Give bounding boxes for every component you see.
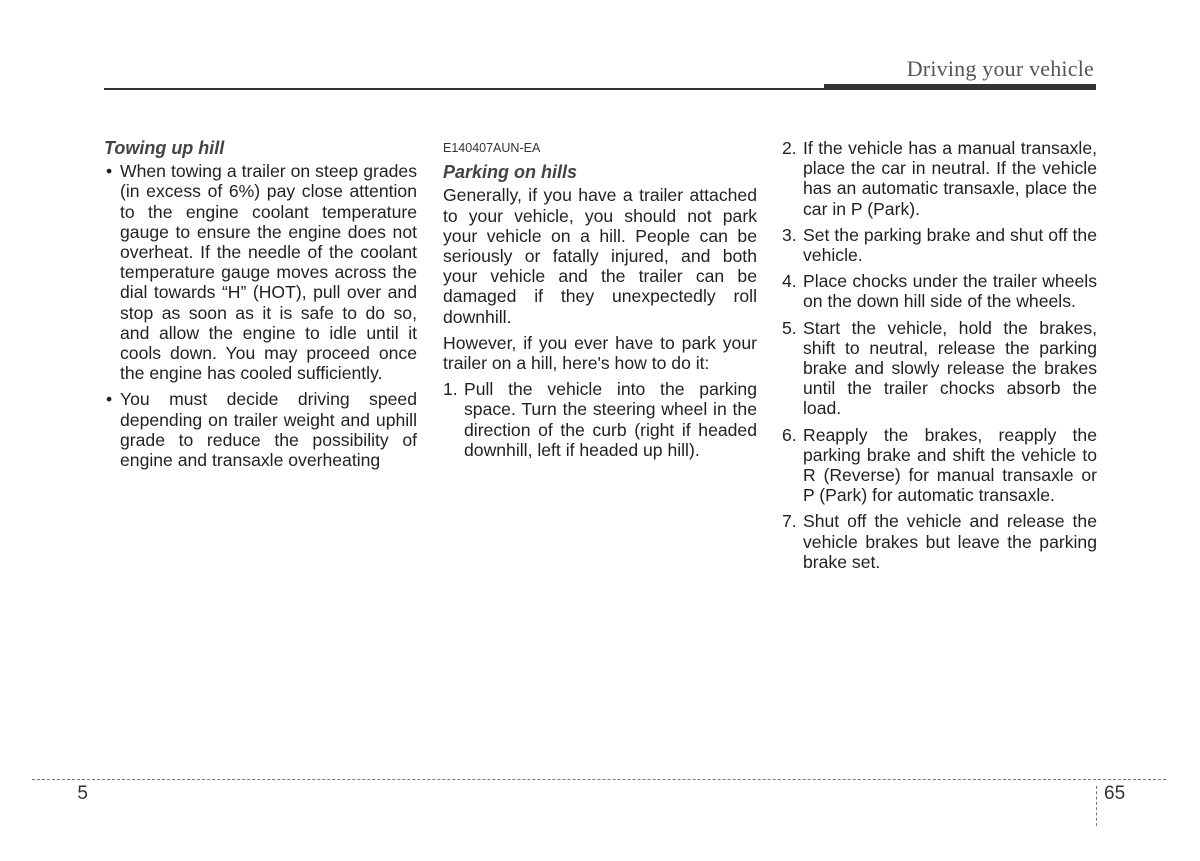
header-rule-accent — [824, 84, 1096, 90]
step-number: 7. — [782, 511, 797, 532]
chapter-number: 5 — [77, 783, 88, 804]
footer-rule — [32, 779, 1166, 780]
step-text: Start the vehicle, hold the brakes, shift to neutral, release the parking brake and slowly release the brakes until the trailer chocks absorb the load. — [803, 317, 1097, 419]
step-item — [782, 318, 1097, 419]
paragraph: Generally, if you have a trailer attached to your vehicle, you should not park your vehicle on a hill. People can be seriously or fatally injured, and both your vehicle and the trailer can be damaged if they unexpectedly roll downhill. — [443, 185, 757, 327]
column-middle — [443, 138, 757, 466]
step-text: Set the parking brake and shut off the vehicle. — [803, 224, 1097, 266]
section-code: E140407AUN-EA — [443, 141, 541, 155]
step-text: Pull the vehicle into the parking space. Turn the steering wheel in the direction of the curb (right if headed downhill, left if headed up hill). — [464, 379, 757, 460]
step-item — [782, 425, 1097, 506]
step-number: 4. — [782, 271, 797, 292]
bullet-text: When towing a trailer on steep grades (in excess of 6%) pay close attention to the engine coolant temperature gauge to ensure the engine does not overheat. If the needle of the coolant temperature gauge moves across the dial towards “H” (HOT), pull over and stop as soon as it is safe to do so, and allow the engine to idle until it cools down. You may proceed once the engine has cooled sufficiently. — [120, 161, 417, 384]
paragraph: However, if you ever have to park your trailer on a hill, here's how to do it: — [443, 332, 757, 374]
step-text: Place chocks under the trailer wheels on the down hill side of the wheels. — [803, 271, 1097, 312]
bullet-text: You must decide driving speed depending on trailer weight and uphill grade to reduce the possibility of engine and transaxle overheating — [120, 389, 417, 471]
heading-towing-up-hill: Towing up hill — [104, 138, 225, 158]
page-number: 65 — [1104, 783, 1126, 804]
step-number: 3. — [782, 224, 797, 245]
step-item — [782, 225, 1097, 265]
step-list — [443, 379, 757, 460]
bullet-dot-icon: • — [106, 389, 113, 410]
step-number: 2. — [782, 138, 797, 158]
header-rule — [104, 88, 824, 90]
step-text: Reapply the brakes, reapply the parking brake and shift the vehicle to R (Reverse) for manual transaxle or P (Park) for automatic transaxle. — [803, 424, 1097, 506]
step-item — [782, 511, 1097, 572]
bullet-dot-icon: • — [106, 161, 113, 182]
step-text: If the vehicle has a manual transaxle, place the car in neutral. If the vehicle has an automatic transaxle, place the car in P (Park). — [803, 138, 1097, 219]
step-list — [782, 138, 1097, 572]
step-item — [782, 138, 1097, 219]
page-number-divider — [1096, 786, 1097, 826]
heading-parking-on-hills: Parking on hills — [443, 162, 578, 183]
column-left — [104, 138, 417, 476]
step-number: 1. — [443, 379, 458, 400]
step-text: Shut off the vehicle and release the vehicle brakes but leave the parking brake set. — [803, 511, 1097, 572]
section-title: Driving your vehicle — [906, 56, 1094, 81]
step-item — [782, 271, 1097, 311]
step-item — [443, 379, 757, 460]
bullet-item — [104, 161, 417, 383]
bullet-list — [104, 161, 417, 470]
column-right — [782, 138, 1097, 578]
step-number: 5. — [782, 317, 797, 338]
step-number: 6. — [782, 424, 797, 445]
bullet-item — [104, 389, 417, 470]
